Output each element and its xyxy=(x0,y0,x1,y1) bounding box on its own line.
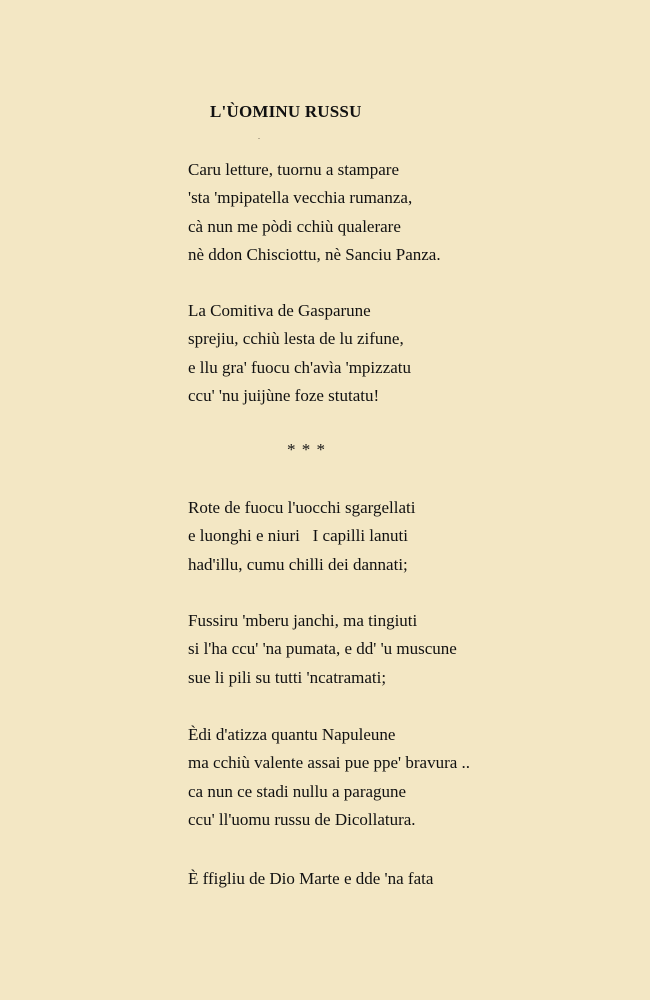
poem-line: nè ddon Chisciottu, nè Sanciu Panza. xyxy=(188,244,441,264)
stanza-3 xyxy=(188,494,415,579)
stanza-5 xyxy=(188,721,470,834)
section-separator: * * * xyxy=(287,440,326,459)
poem-line: sprejiu, cchiù lesta de lu zifune, xyxy=(188,329,404,349)
poem-line: È ffigliu de Dio Marte e dde 'na fata xyxy=(188,869,434,888)
poem-line: e luonghi e niuri I capilli lanuti xyxy=(188,526,409,546)
ink-speck xyxy=(258,138,260,139)
stanza-1 xyxy=(188,156,441,269)
poem-title: L'ÙOMINU RUSSU xyxy=(210,102,362,121)
poem-line: e llu gra' fuocu ch'avìa 'mpizzatu xyxy=(188,357,412,377)
poem-line: ca nun ce stadi nullu a paragune xyxy=(188,781,407,801)
poem-line: Fussiru 'mberu janchi, ma tingiuti xyxy=(188,611,418,630)
poem-line: cà nun me pòdi cchiù qualerare xyxy=(188,216,401,236)
poem-line: si l'ha ccu' 'na pumata, e dd' 'u muscune xyxy=(188,639,457,659)
poem-line: Èdi d'atizza quantu Napuleune xyxy=(188,725,396,744)
poem-line: Rote de fuocu l'uocchi sgargellati xyxy=(188,498,416,517)
poem-line: ccu' ll'uomu russu de Dicollatura. xyxy=(188,809,416,829)
stanza-2 xyxy=(188,297,411,410)
poem-line: had'illu, cumu chilli dei dannati; xyxy=(188,554,408,574)
poem-line: 'sta 'mpipatella vecchia rumanza, xyxy=(188,188,413,208)
poem-line: La Comitiva de Gasparune xyxy=(188,301,371,320)
stanza-4 xyxy=(188,607,457,692)
stanza-6 xyxy=(188,865,433,893)
poem-line: sue li pili su tutti 'ncatramati; xyxy=(188,667,387,687)
poem-line: ccu' 'nu juijùne foze stutatu! xyxy=(188,385,380,405)
poem-line: ma cchiù valente assai pue ppe' bravura .. xyxy=(188,753,471,773)
poem-line: Caru letture, tuornu a stampare xyxy=(188,160,400,179)
